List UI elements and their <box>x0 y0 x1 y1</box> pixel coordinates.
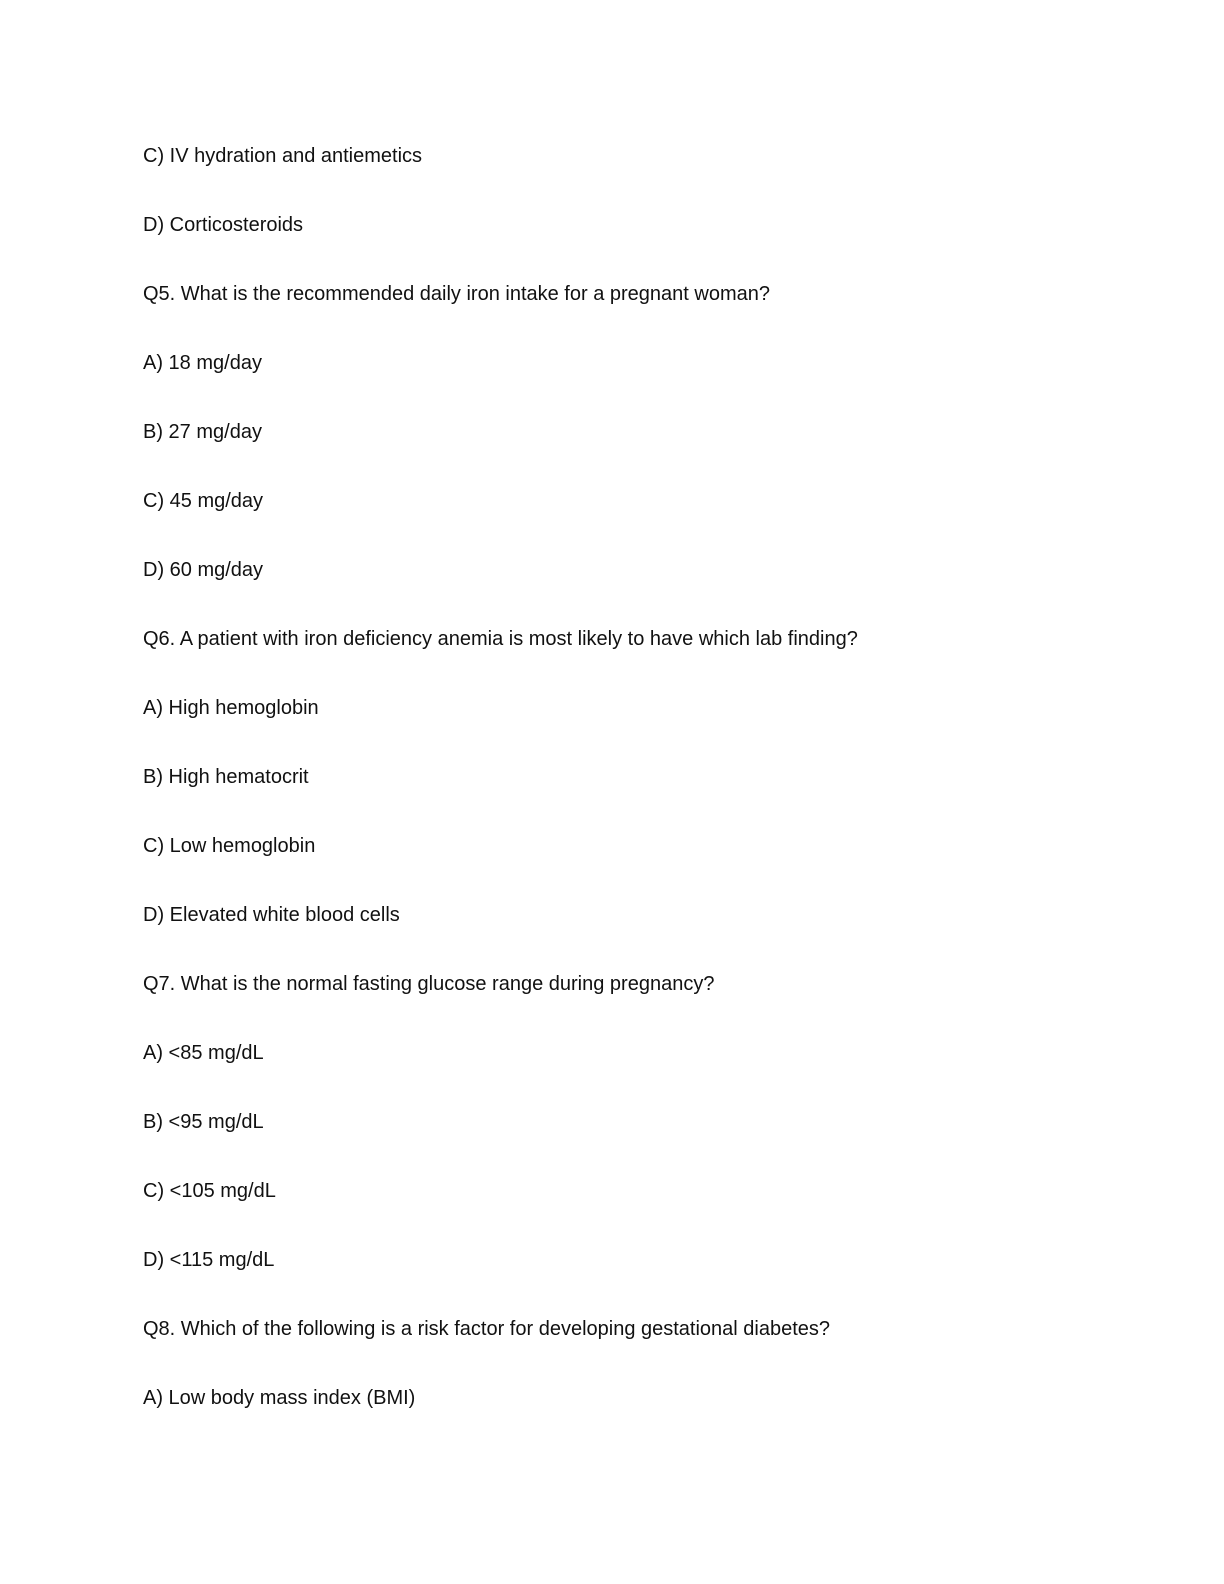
q4-option-d: D) Corticosteroids <box>143 214 304 236</box>
q4-option-c: C) IV hydration and antiemetics <box>143 145 423 167</box>
question-5: Q5. What is the recommended daily iron intake for a pregnant woman? <box>143 283 770 305</box>
q7-option-d: D) <115 mg/dL <box>143 1249 275 1271</box>
document-body <box>143 140 1103 1451</box>
q6-option-d: D) Elevated white blood cells <box>143 904 400 926</box>
question-8: Q8. Which of the following is a risk factor for developing gestational diabetes? <box>143 1318 831 1340</box>
q5-option-d: D) 60 mg/day <box>143 559 264 581</box>
question-6: Q6. A patient with iron deficiency anemia is most likely to have which lab finding? <box>143 628 858 650</box>
q8-option-a: A) Low body mass index (BMI) <box>143 1387 416 1409</box>
q5-option-a: A) 18 mg/day <box>143 352 262 374</box>
q6-option-c: C) Low hemoglobin <box>143 835 316 857</box>
q7-option-b: B) <95 mg/dL <box>143 1111 264 1133</box>
q5-option-b: B) 27 mg/day <box>143 421 262 443</box>
question-7: Q7. What is the normal fasting glucose range during pregnancy? <box>143 973 715 995</box>
q7-option-a: A) <85 mg/dL <box>143 1042 264 1064</box>
q6-option-a: A) High hemoglobin <box>143 697 319 719</box>
q5-option-c: C) 45 mg/day <box>143 490 264 512</box>
q7-option-c: C) <105 mg/dL <box>143 1180 276 1202</box>
q6-option-b: B) High hematocrit <box>143 766 309 788</box>
